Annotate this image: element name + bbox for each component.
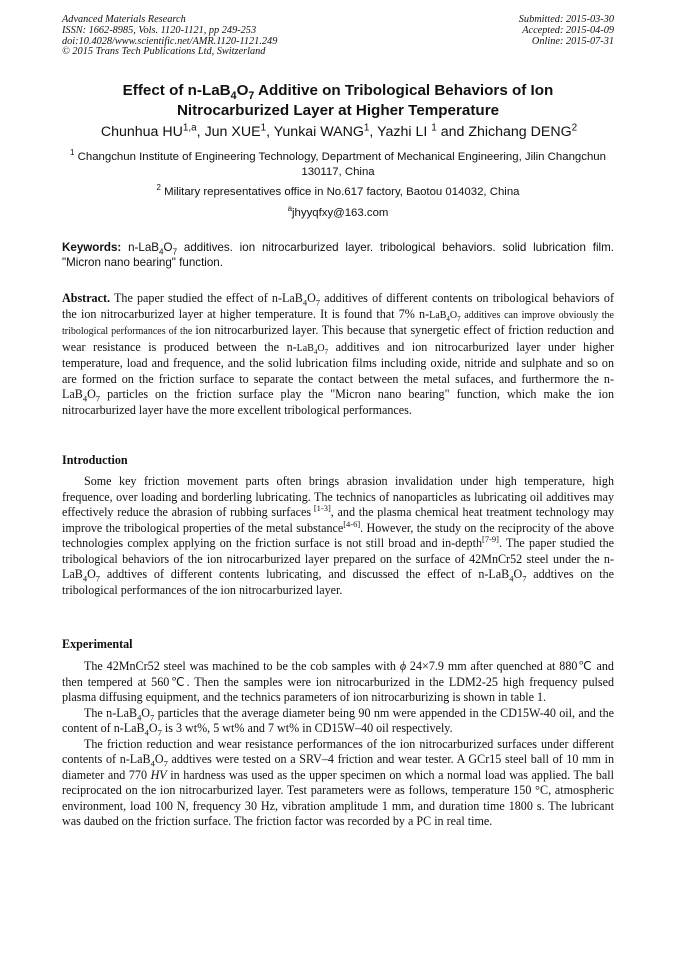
author-list: Chunhua HU$^{1,a}$, Jun XUE$^1$, Yunkai WANG$^1$, Yazhi LI $^1$ and Zhichang DENG$^2$ [100, 122, 578, 140]
keywords: Keywords: $n-LaB_4O_7$ additives. ion nitrocarburized layer. tribological behaviors. solid lubrication film. "Micron nano bearing" function. [62, 241, 614, 269]
affiliation-2: $^2$ Military representatives office in No.617 factory, Baotou 014032, China [156, 183, 520, 198]
introduction-heading: Introduction [62, 453, 128, 467]
citation-link[interactable]: [4-6] [343, 518, 361, 529]
paper-title: Effect of $n-LaB_4O_7$ Additive on Tribological Behaviors of Ion Nitrocarburized Layer at Higher Temperature [122, 82, 554, 119]
author: Jun XUE [204, 124, 261, 140]
author: Yunkai WANG [273, 124, 364, 140]
journal-header [62, 15, 277, 58]
copyright-line: © 2015 Trans Tech Publications Ltd, Switzerland [62, 46, 266, 58]
issn-line: ISSN: 1662-8985, Vols. 1120-1121, pp 249-253 [62, 24, 257, 36]
journal-name: Advanced Materials Research [62, 14, 186, 25]
introduction-body: Some key friction movement parts often brings abrasion invalidation under high temperature, high frequence, over loading and borderling lubricating. The technics of nanoparticles as lubricating oil additives may effectively reduce the abrasion of rubbing surfaces [1-3], and the plasma chemical heat treatment technology may improve the tribological properties of the metal substance[4-6]. However, the study on the reciprocity of the above technologies complex applying on the friction surface is not still broad and in-depth[7-9]. The paper studied the tribological behaviors of the ion nitrocarburized layer prepared on the surface of 42MnCr52 steel under the $n-LaB_4O_7$ addtives of different contents lubricating, and discussed the effect of $n-LaB_4O_7$ addtives on the tribological performances of the ion nitrocarburized layer. [62, 474, 615, 597]
dates-header [519, 15, 614, 47]
experimental-body: The 42MnCr52 steel was machined to be the cob samples with ϕ 24×7.9 mm after quenched at 880℃ and then tempered at 560℃. Then the samples were ion nitrocarburized in the LDM2-25 high frequency pulsed plasma diffusing equipment, and the technics parameters of ion nitrocarburizing is shown in table 1. The $n-LaB_4O_7$ particles that the average diameter being 90 nm were appended in the CD15W-40 oil, and the content of $n-LaB_4O_7$ is 3 wt%, 5 wt% and 7 wt% in CD15W–40 oil respectively. The friction reduction and wear resistance performances of the ion nitrocarburized surfaces under different contents of $n-LaB_4O_7$ addtives were tested on a SRV–4 friction and wear tester. A GCr15 steel ball of 10 mm in diameter and 770 HV in hardness was used as the upper specimen on which a normal load was applied. The ball reciprocated on the ion nitrocarburized layer. Test parameters were as follows, temperature 150 °C, atmospheric environment, load 100 N, frequency 30 Hz, vibration amplitude 1 mm, and duration time 1800 s. The lubricant was daubed on the friction surface. The friction factor was recorded by a PC in real time. [62, 659, 614, 829]
doi-line: doi:10.4028/www.scientific.net/AMR.1120-1121.249 [62, 35, 278, 47]
author: Yazhi LI [377, 124, 432, 140]
author: Chunhua HU [100, 124, 183, 140]
abstract: Abstract. The paper studied the effect of $n-LaB_4O_7$ additives of different contents on tribological behaviors of the ion nitrocarburized layer at higher temperature. It is found that 7% $n-LaB_4O_7$ additives can improve obviously the tribological performances of the ion nitrocarburized layer. This because that synergetic effect of friction reduction and wear resistance is produced between the $n-LaB_4O_7$ additives and ion nitrocarburized layer under higher temperature, load and frequence, and the solid lubrication films including oxide, nitride and sulphate and so on are formed on the friction surface to separate the contact between the metal sufaces, and furthermore the $n-LaB_4O_7$ particles on the friction surface play the "Micron nano bearing" function, which make the ion nitrocarburized layer have the more excellent tribological performances. [62, 291, 614, 417]
experimental-heading: Experimental [62, 637, 133, 651]
author-email[interactable]: $^a$jhyyqfxy@163.com [287, 204, 389, 219]
citation-link[interactable]: [1-3] [311, 503, 331, 514]
submitted-date: Submitted: 2015-03-30 [518, 14, 614, 25]
author: Zhichang DENG [468, 124, 572, 140]
citation-link[interactable]: [7-9] [482, 534, 499, 545]
accepted-date: Accepted: 2015-04-09 [522, 24, 614, 36]
affiliation-1: $^1$ Changchun Institute of Engineering Technology, Department of Mechanical Engineering, Jilin Changchun 130117, China [70, 148, 606, 178]
online-date: Online: 2015-07-31 [531, 35, 614, 47]
